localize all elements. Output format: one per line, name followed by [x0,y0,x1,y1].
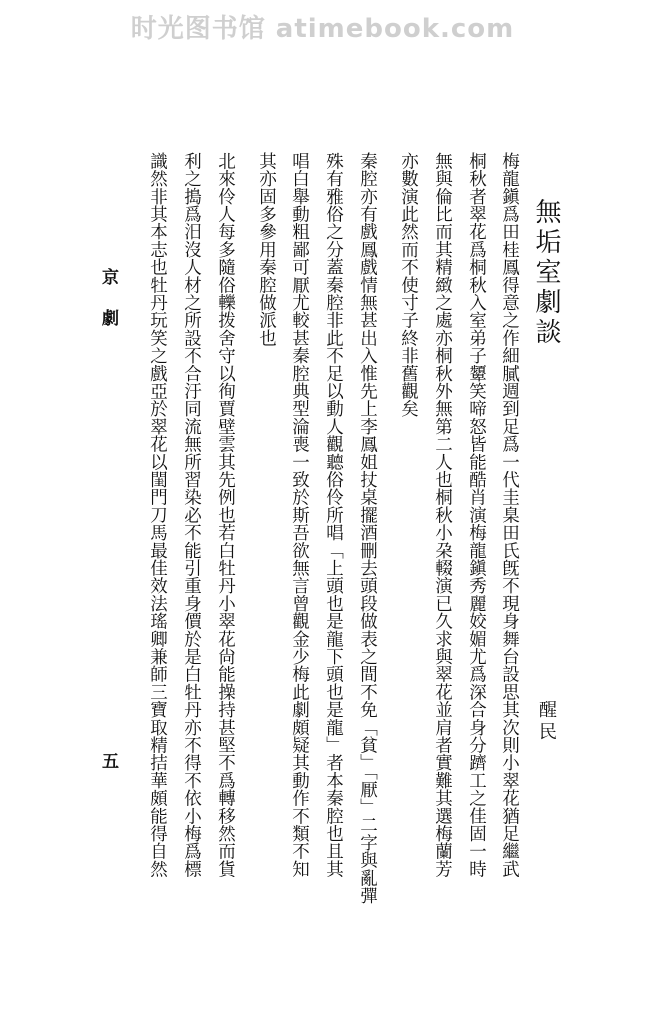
margin-title: 京劇 [98,268,118,350]
text-line: 其亦固多參用秦腔做派也 [256,152,277,347]
text-line: 秦腔亦有戲鳳戲情無甚出入惟先上李鳳姐扙桌擺酒刪去頭段做表之間不免「貧」「厭」二字與亂彈 [357,152,378,905]
text-line: 無與倫比而其精緻之處亦桐秋外無第二人也桐秋小朶輟演已久求與翠花並肩者實難其選梅蘭芳 [432,152,453,878]
article-title: 無垢室劇談 [531,198,561,348]
text-line: 桐秋者翠花爲桐秋入室弟子顰笑啼怒皆能酷肖演梅龍鎭秀麗姣媚尤爲深合身分躋工之佳固一時 [466,152,487,878]
text-line: 殊有雅俗之分蓋秦腔非此不足以動人觀聽俗伶所唱「上頭也是龍下頭也是龍」者本秦腔也且其 [323,152,344,878]
text-line: 唱白舉動粗鄙可厭尤較甚秦腔典型淪喪一致於斯吾欲無言曾觀金少梅此劇頗疑其動作不類不知 [289,152,310,878]
author-name: 醒民 [536,700,557,744]
text-line: 亦數演此然而不使寸子終非舊觀矣 [398,152,419,418]
text-line: 梅龍鎭爲田桂鳳得意之作細膩週到足爲一代圭臬田氏旣不現身舞台設思其次則小翠花猶足繼武 [499,152,520,878]
site-watermark: 时光图书馆 atimebook.com [130,14,515,44]
text-line: 北來伶人每多隨俗轢拨舍守以徇賈壁雲其先例也若白牡丹小翠花尙能操持甚堅不爲轉移然而貨 [215,152,236,878]
text-line: 利之搗爲汨沒人材之所設不合汙同流無所習染必不能引重身價於是白牡丹亦不得不依小梅爲標 [181,152,202,878]
page-number: 五 [98,752,118,769]
text-line: 識然非其本志也牡丹玩笑之戲亞於翠花以閨門刀馬最佳效法瑤卿兼師三寶取精拮華頗能得自然 [147,152,168,878]
